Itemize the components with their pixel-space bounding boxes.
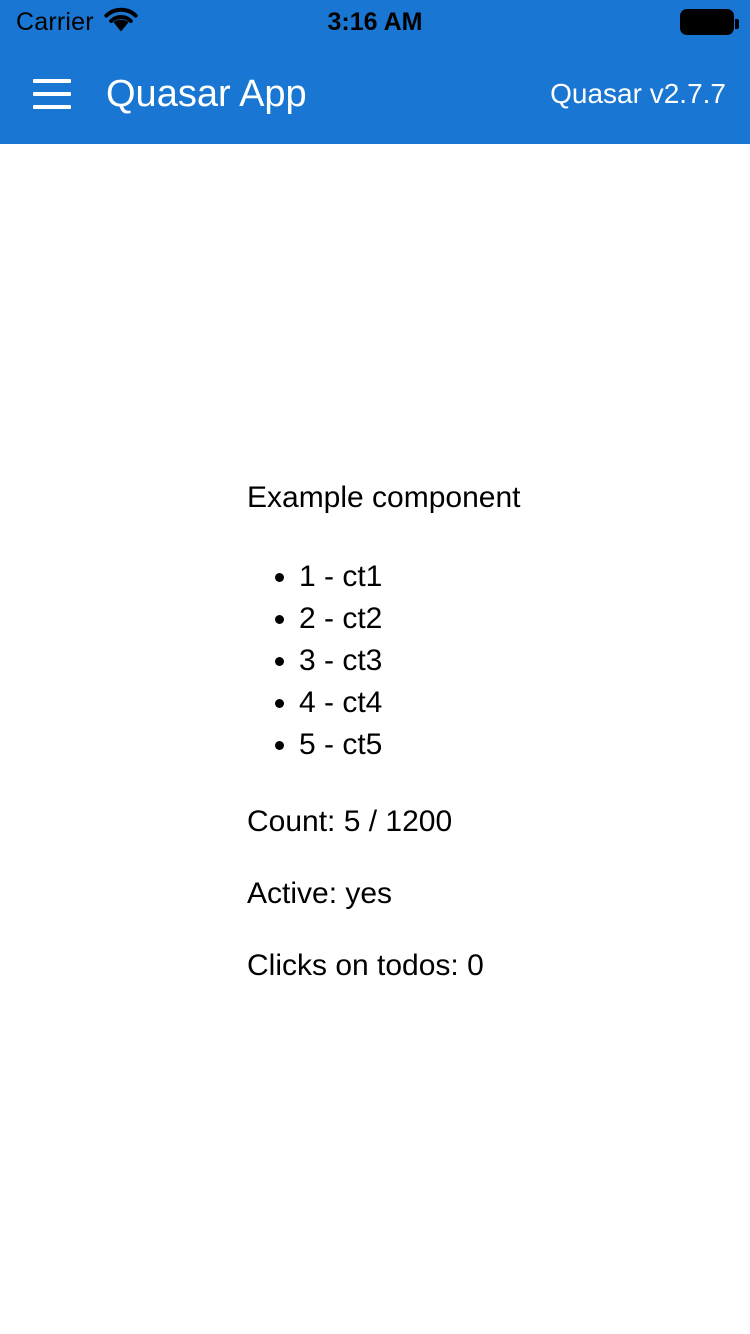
status-bar [0,0,750,44]
status-bar-left [16,7,138,38]
list-item[interactable]: • 5 - ct5 [299,724,726,766]
todo-list [299,556,726,766]
list-item[interactable]: • 4 - ct4 [299,682,726,724]
list-item[interactable]: • 3 - ct3 [299,640,726,682]
menu-bar-1 [33,79,71,83]
count-line: Count: 5 / 1200 [247,805,453,838]
example-component-heading: Example component [247,481,521,514]
page-title: Quasar App [106,72,307,115]
status-bar-right [680,9,734,35]
list-item[interactable]: • 1 - ct1 [299,556,726,598]
battery-full-icon [680,9,734,35]
menu-bar-3 [33,105,71,109]
list-item[interactable]: • 2 - ct2 [299,598,726,640]
example-component [0,480,750,984]
page-content [0,144,750,1334]
status-bar-time: 3:16 AM [327,7,423,36]
quasar-version-label: Quasar v2.7.7 [550,78,726,109]
hamburger-menu-icon[interactable] [24,66,80,122]
carrier-label: Carrier [16,7,94,36]
clicks-line: Clicks on todos: 0 [247,949,484,982]
active-line: Active: yes [247,877,393,910]
app-toolbar [0,44,750,144]
menu-bar-2 [33,92,71,96]
wifi-icon [104,7,138,38]
